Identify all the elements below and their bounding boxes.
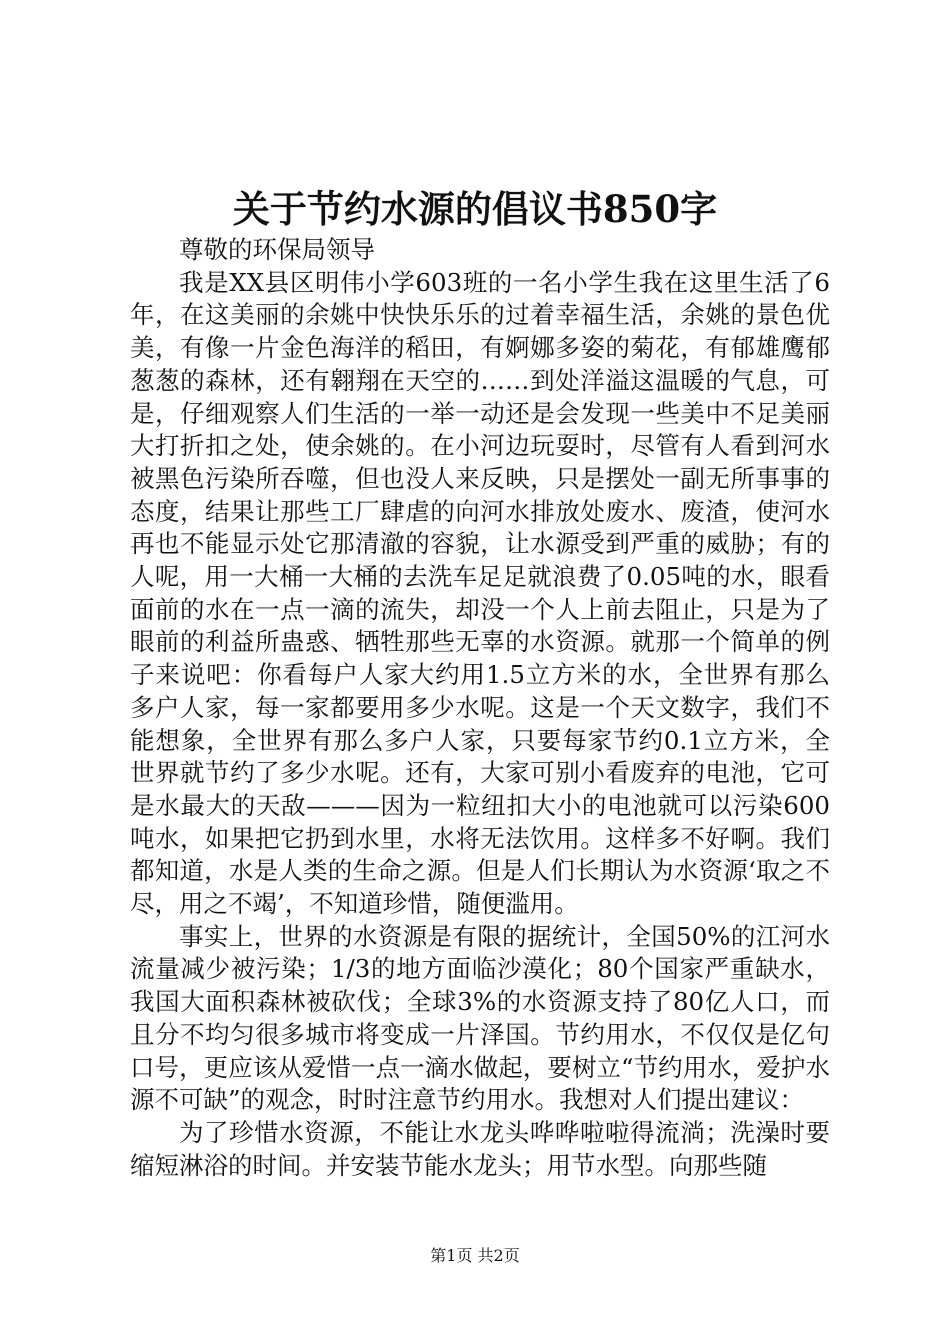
body-paragraph-3: 为了珍惜水资源，不能让水龙头哗哗啦啦得流淌；洗澡时要缩短淋浴的时间。并安装节能水龙头；用节水型。向那些随 xyxy=(130,1117,830,1180)
body-paragraph-2: 事实上，世界的水资源是有限的据统计，全国50%的江河水流量减少被污染；1/3的地方面临沙漠化；80个国家严重缺水，我国大面积森林被砍伐；全球3%的水资源支持了80亿人口，而且分不均匀很多城市将变成一片泽国。节约用水，不仅仅是亿句口号，更应该从爱惜一点一滴水做起，要树立“节约用水，爱护水源不可缺”的观念，时时注意节约用水。我想对人们提出建议： xyxy=(130,921,830,1115)
salutation-paragraph: 尊敬的环保局领导 xyxy=(179,235,375,264)
document-body xyxy=(130,234,830,1182)
document-title: 关于节约水源的倡议书850字 xyxy=(232,187,718,231)
body-paragraph-1: 我是XX县区明伟小学603班的一名小学生我在这里生活了6年，在这美丽的余姚中快快乐乐的过着幸福生活，余姚的景色优美，有像一片金色海洋的稻田，有婀娜多姿的菊花，有郁雄鹰郁葱葱的森林，还有翱翔在天空的……到处洋溢这温暖的气息，可是，仔细观察人们生活的一举一动还是会发现一些美中不足美丽大打折扣之处，使余姚的。在小河边玩耍时，尽管有人看到河水被黑色污染所吞噬，但也没人来反映，只是摆处一副无所事事的态度，结果让那些工厂肆虐的向河水排放处废水、废渣，使河水再也不能显示处它那清澈的容貌，让水源受到严重的威胁；有的人呢，用一大桶一大桶的去洗车足足就浪费了0.05吨的水，眼看面前的水在一点一滴的流失，却没一个人上前去阻止，只是为了眼前的利益所蛊惑、牺牲那些无辜的水资源。就那一个简单的例子来说吧：你看每户人家大约用1.5立方米的水，全世界有那么多户人家，每一家都要用多少水呢。这是一个天文数字，我们不能想象，全世界有那么多户人家，只要每家节约0.1立方米，全世界就节约了多少水呢。还有，大家可别小看废弃的电池，它可是水最大的天敌———因为一粒纽扣大小的电池就可以污染600吨水，如果把它扔到水里，水将无法饮用。这样多不好啊。我们都知道，水是人类的生命之源。但是人们长期认为水资源‘取之不尽，用之不竭’，不知道珍惜，随便滥用。 xyxy=(130,267,830,919)
page-footer: 第1页 共2页 xyxy=(430,1246,520,1265)
